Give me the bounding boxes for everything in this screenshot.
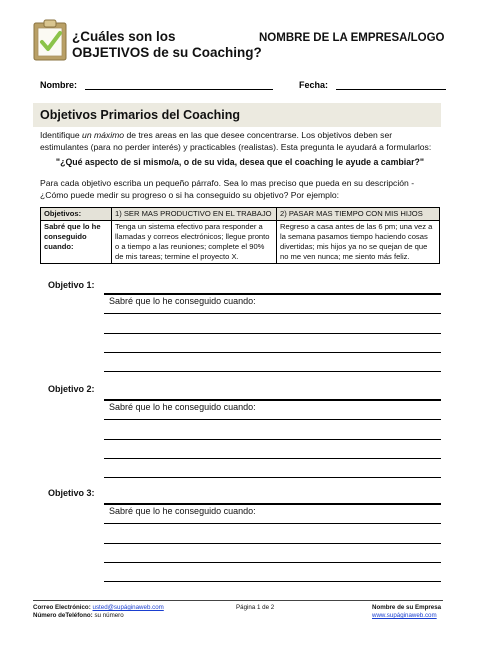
table-row [41, 221, 440, 264]
objective-3-block[interactable] [104, 503, 441, 583]
writing-line[interactable] [104, 523, 441, 524]
table-label-objectives: Objetivos: [41, 208, 112, 221]
objective-1-block[interactable] [104, 293, 441, 373]
footer-divider [33, 600, 443, 601]
intro-text-start: Identifique [40, 130, 83, 140]
footer-contact [33, 604, 164, 620]
writing-line[interactable] [104, 439, 441, 440]
table-header-col1: 1) SER MAS PRODUCTIVO EN EL TRABAJO [112, 208, 277, 221]
writing-line[interactable] [104, 313, 441, 314]
writing-line[interactable] [104, 581, 441, 582]
table-cell-col2: Regreso a casa antes de las 6 pm; una vez a la semana pasamos tiempo haciendo cosas divertidas; mis hijos ya no se quejan de que no me ven nunca; me siento más feliz. [277, 221, 440, 264]
objective-1-rule [104, 293, 441, 295]
clipboard-check-icon [33, 19, 67, 61]
date-field[interactable] [299, 80, 446, 90]
example-table [40, 207, 440, 264]
phone-label: Número deTeléfono: [33, 612, 93, 619]
writing-line[interactable] [104, 371, 441, 372]
section-title: Objetivos Primarios del Coaching [40, 108, 241, 122]
email-label: Correo Electrónico: [33, 604, 91, 611]
objective-3-rule [104, 503, 441, 505]
page-title [72, 29, 262, 61]
writing-line[interactable] [104, 543, 441, 544]
website-link[interactable]: www.supáginaweb.com [372, 612, 437, 619]
objective-2-block[interactable] [104, 399, 441, 479]
objective-1-prompt: Sabré que lo he conseguido cuando: [109, 296, 256, 306]
name-label: Nombre: [40, 80, 78, 90]
date-input-line[interactable] [336, 81, 446, 90]
writing-line[interactable] [104, 419, 441, 420]
writing-line[interactable] [104, 333, 441, 334]
title-line-2: OBJETIVOS de su Coaching? [72, 45, 262, 60]
objective-1-label: Objetivo 1: [48, 280, 95, 290]
instructions-paragraph: Para cada objetivo escriba un pequeño párrafo. Sea lo mas preciso que pueda en su descripción - ¿Cómo puede medir su progreso o si ha conseguido su objetivo? Por ejemplo: [40, 178, 415, 200]
objective-3-label: Objetivo 3: [48, 488, 95, 498]
intro-text-end: de tres areas en las que desee concentrarse. Los objetivos deben ser estimulantes (para no perder interés) y practicables (realistas). Esta pregunta le ayudará a formularlos: [40, 130, 432, 152]
objective-2-rule [104, 399, 441, 401]
objective-2-prompt: Sabré que lo he conseguido cuando: [109, 402, 256, 412]
phone-value: su número [94, 612, 124, 619]
table-cell-col1: Tenga un sistema efectivo para responder a llamadas y correos electrónicos; llegue pronto o a tiempo a las reuniones; complete el 90% de mis tareas; termine el proyecto X. [112, 221, 277, 264]
writing-line[interactable] [104, 458, 441, 459]
company-name: Nombre de su Empresa [372, 604, 442, 611]
guiding-question: "¿Qué aspecto de si mismo/a, o de su vida, desea que el coaching le ayude a cambiar?" [55, 157, 425, 167]
table-row [41, 208, 440, 221]
objective-2-label: Objetivo 2: [48, 384, 95, 394]
email-link[interactable]: usted@supáginaweb.com [92, 604, 164, 611]
date-label: Fecha: [299, 80, 329, 90]
page-number: Página 1 de 2 [236, 604, 275, 611]
objective-3-prompt: Sabré que lo he conseguido cuando: [109, 506, 256, 516]
title-line-1: ¿Cuáles son los [72, 29, 176, 44]
intro-emphasis: un máximo [82, 130, 125, 140]
intro-paragraph [40, 130, 440, 153]
table-label-achieved: Sabré que lo he conseguido cuando: [41, 221, 112, 264]
name-field[interactable] [40, 80, 273, 90]
writing-line[interactable] [104, 477, 441, 478]
name-input-line[interactable] [85, 81, 273, 90]
footer-company [372, 604, 441, 620]
writing-line[interactable] [104, 352, 441, 353]
company-logo-placeholder: NOMBRE DE LA EMPRESA/LOGO [259, 32, 445, 44]
writing-line[interactable] [104, 562, 441, 563]
table-header-col2: 2) PASAR MAS TIEMPO CON MIS HIJOS [277, 208, 440, 221]
